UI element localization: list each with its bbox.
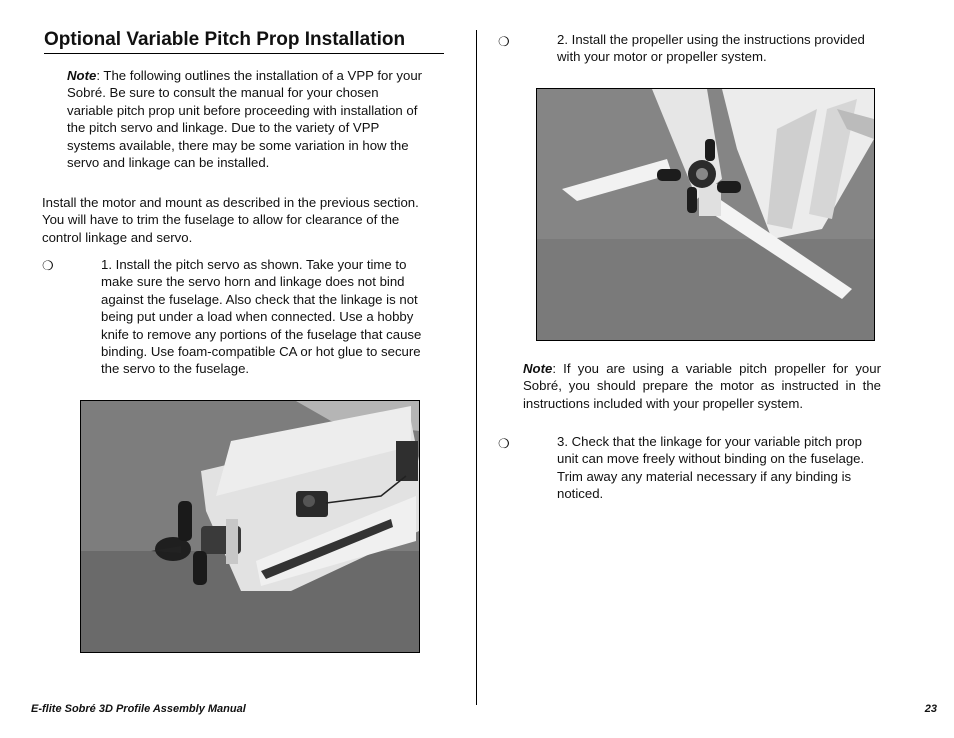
left-note xyxy=(67,67,427,171)
footer-manual-title: E-flite Sobré 3D Profile Assembly Manual xyxy=(31,703,246,715)
page-title: Optional Variable Pitch Prop Installation xyxy=(44,28,444,54)
note-label: Note xyxy=(523,361,553,376)
step2-text: 2. Install the propeller using the instructions provided with your motor or propeller system. xyxy=(557,32,865,65)
step1-checkbox[interactable]: ❍ xyxy=(42,258,54,273)
intro-paragraph: Install the motor and mount as described in the previous section. You will have to trim the fuselage to allow for clearance of the control linkage and servo. xyxy=(42,195,419,245)
propeller-install-photo xyxy=(536,88,875,341)
note-text: : The following outlines the installation of a VPP for your Sobré. Be sure to consult the manual for your chosen variable pitch prop unit before proceeding with installation of the pitch servo and linkage. Due to the variety of VPP systems available, there may be some variation in how the servo and linkage can be installed. xyxy=(67,68,423,171)
column-divider xyxy=(476,30,477,705)
page-number: 23 xyxy=(924,703,937,715)
note-label: Note xyxy=(67,68,97,83)
note-text: : If you are using a variable pitch propeller for your Sobré, you should prepare the motor as instructed in the instructions included with your propeller system. xyxy=(523,361,881,411)
step3-text: 3. Check that the linkage for your variable pitch prop unit can move freely without binding on the fuselage. Trim away any material necessary if any binding is noticed. xyxy=(557,434,865,502)
right-note xyxy=(523,360,881,412)
step3-checkbox[interactable]: ❍ xyxy=(498,436,510,451)
step1-text: 1. Install the pitch servo as shown. Take your time to make sure the servo horn and linkage does not bind against the fuselage. Also check that the linkage is not being put under a load when connected. Use a hobby knife to remove any portions of the fuselage that cause binding. Use foam-compatible CA or hot glue to secure the servo to the fuselage. xyxy=(101,257,422,377)
step2-checkbox[interactable]: ❍ xyxy=(498,34,510,49)
servo-install-photo xyxy=(80,400,420,653)
